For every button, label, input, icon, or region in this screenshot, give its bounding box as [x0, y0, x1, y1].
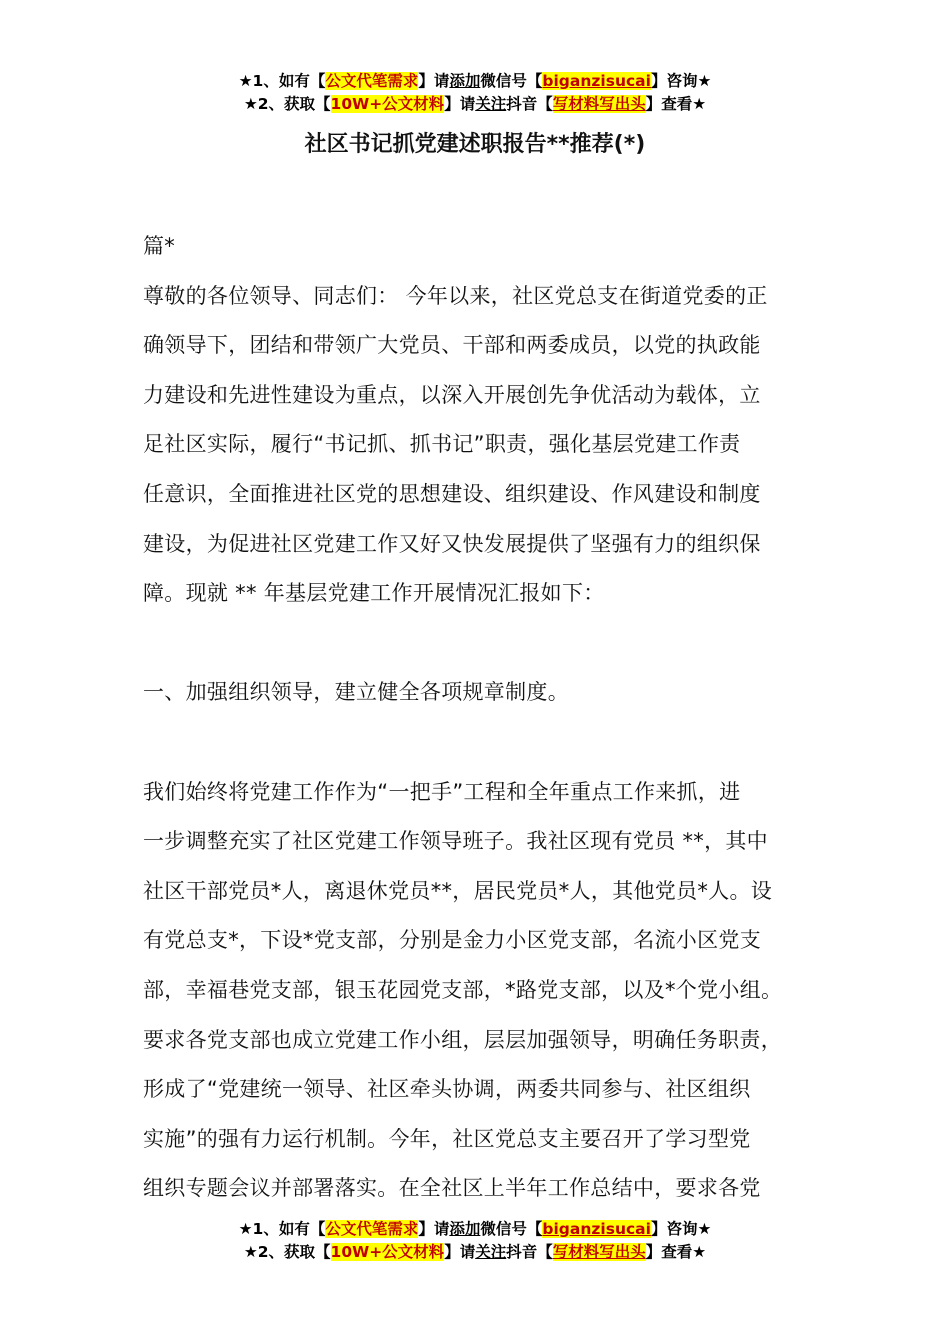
body-line: 我们始终将党建工作作为“一把手”工程和全年重点工作来抓，进: [143, 779, 741, 804]
body-line: 形成了“党建统一领导、社区牵头协调，两委共同参与、社区组织: [143, 1077, 751, 1102]
banner-line-1: [0, 70, 950, 93]
body-line: 一步调整充实了社区党建工作领导班子。我社区现有党员 **，其中: [143, 829, 768, 854]
body-line: 部，幸福巷党支部，银玉花园党支部，*路党支部，以及*个党小组。: [143, 977, 783, 1002]
banner-underline: 添加: [449, 72, 481, 90]
banner-line-1: [0, 1218, 950, 1241]
banner-highlight: 公文代笔需求: [325, 72, 419, 90]
intro-line: 力建设和先进性建设为重点，以深入开展创先争优活动为载体，立: [143, 382, 761, 407]
body-line: 社区干部党员*人，离退休党员**，居民党员*人，其他党员*人。设: [143, 878, 773, 903]
body-line: 组织专题会议并部署落实。在全社区上半年工作总结中，要求各党: [143, 1176, 761, 1201]
section-label: 篇*: [143, 234, 176, 258]
banner-text: ★2、获取【: [243, 1243, 331, 1261]
douyin-account: 写材料写出头: [552, 1243, 646, 1261]
intro-line: 建设，为促进社区党建工作又好又快发展提供了坚强有力的组织保: [143, 531, 761, 556]
intro-line: 任意识，全面推进社区党的思想建设、组织建设、作风建设和制度: [143, 481, 761, 506]
banner-text: 微信号【: [480, 72, 543, 90]
banner-text: ★2、获取【: [243, 95, 331, 113]
footer-banner: [0, 1218, 950, 1264]
banner-text: 】请: [418, 1220, 450, 1238]
banner-text: 】请: [418, 72, 450, 90]
intro-line: 确领导下，团结和带领广大党员、干部和两委成员，以党的执政能: [143, 333, 761, 358]
document-body: [143, 222, 813, 1214]
banner-text: 】查看★: [645, 95, 707, 113]
banner-underline: 关注: [475, 1243, 507, 1261]
section-heading: 一、加强组织领导，建立健全各项规章制度。: [143, 680, 569, 705]
banner-text: ★1、如有【: [238, 1220, 326, 1238]
banner-underline: 关注: [475, 95, 507, 113]
banner-text: ★1、如有【: [238, 72, 326, 90]
paragraph-spacer: [143, 619, 813, 669]
banner-line-2: [0, 93, 950, 116]
banner-text: 】咨询★: [650, 72, 712, 90]
intro-line: 尊敬的各位领导、同志们： 今年以来，社区党总支在街道党委的正: [143, 283, 768, 308]
douyin-account: 写材料写出头: [552, 95, 646, 113]
banner-text: 】请: [444, 1243, 476, 1261]
body-line: 实施”的强有力运行机制。今年，社区党总支主要召开了学习型党: [143, 1126, 751, 1151]
intro-line: 障。现就 ** 年基层党建工作开展情况汇报如下：: [143, 581, 605, 606]
banner-line-2: [0, 1241, 950, 1264]
banner-highlight: 10W+公文材料: [330, 1243, 445, 1261]
banner-text: 】咨询★: [650, 1220, 712, 1238]
banner-text: 微信号【: [480, 1220, 543, 1238]
wechat-id: biganzisucai: [542, 72, 651, 90]
header-banner: [0, 70, 950, 116]
body-line: 要求各党支部也成立党建工作小组，层层加强领导，明确任务职责，: [143, 1027, 782, 1052]
document-title: 社区书记抓党建述职报告**推荐(*): [304, 132, 646, 157]
banner-underline: 添加: [449, 1220, 481, 1238]
banner-highlight: 公文代笔需求: [325, 1220, 419, 1238]
body-line: 有党总支*，下设*党支部，分别是金力小区党支部，名流小区党支: [143, 928, 761, 953]
banner-highlight: 10W+公文材料: [330, 95, 445, 113]
banner-text: 】请: [444, 95, 476, 113]
banner-text: 抖音【: [506, 1243, 553, 1261]
wechat-id: biganzisucai: [542, 1220, 651, 1238]
paragraph-spacer: [143, 718, 813, 768]
banner-text: 】查看★: [645, 1243, 707, 1261]
banner-text: 抖音【: [506, 95, 553, 113]
intro-line: 足社区实际，履行“书记抓、抓书记”职责，强化基层党建工作责: [143, 432, 741, 457]
